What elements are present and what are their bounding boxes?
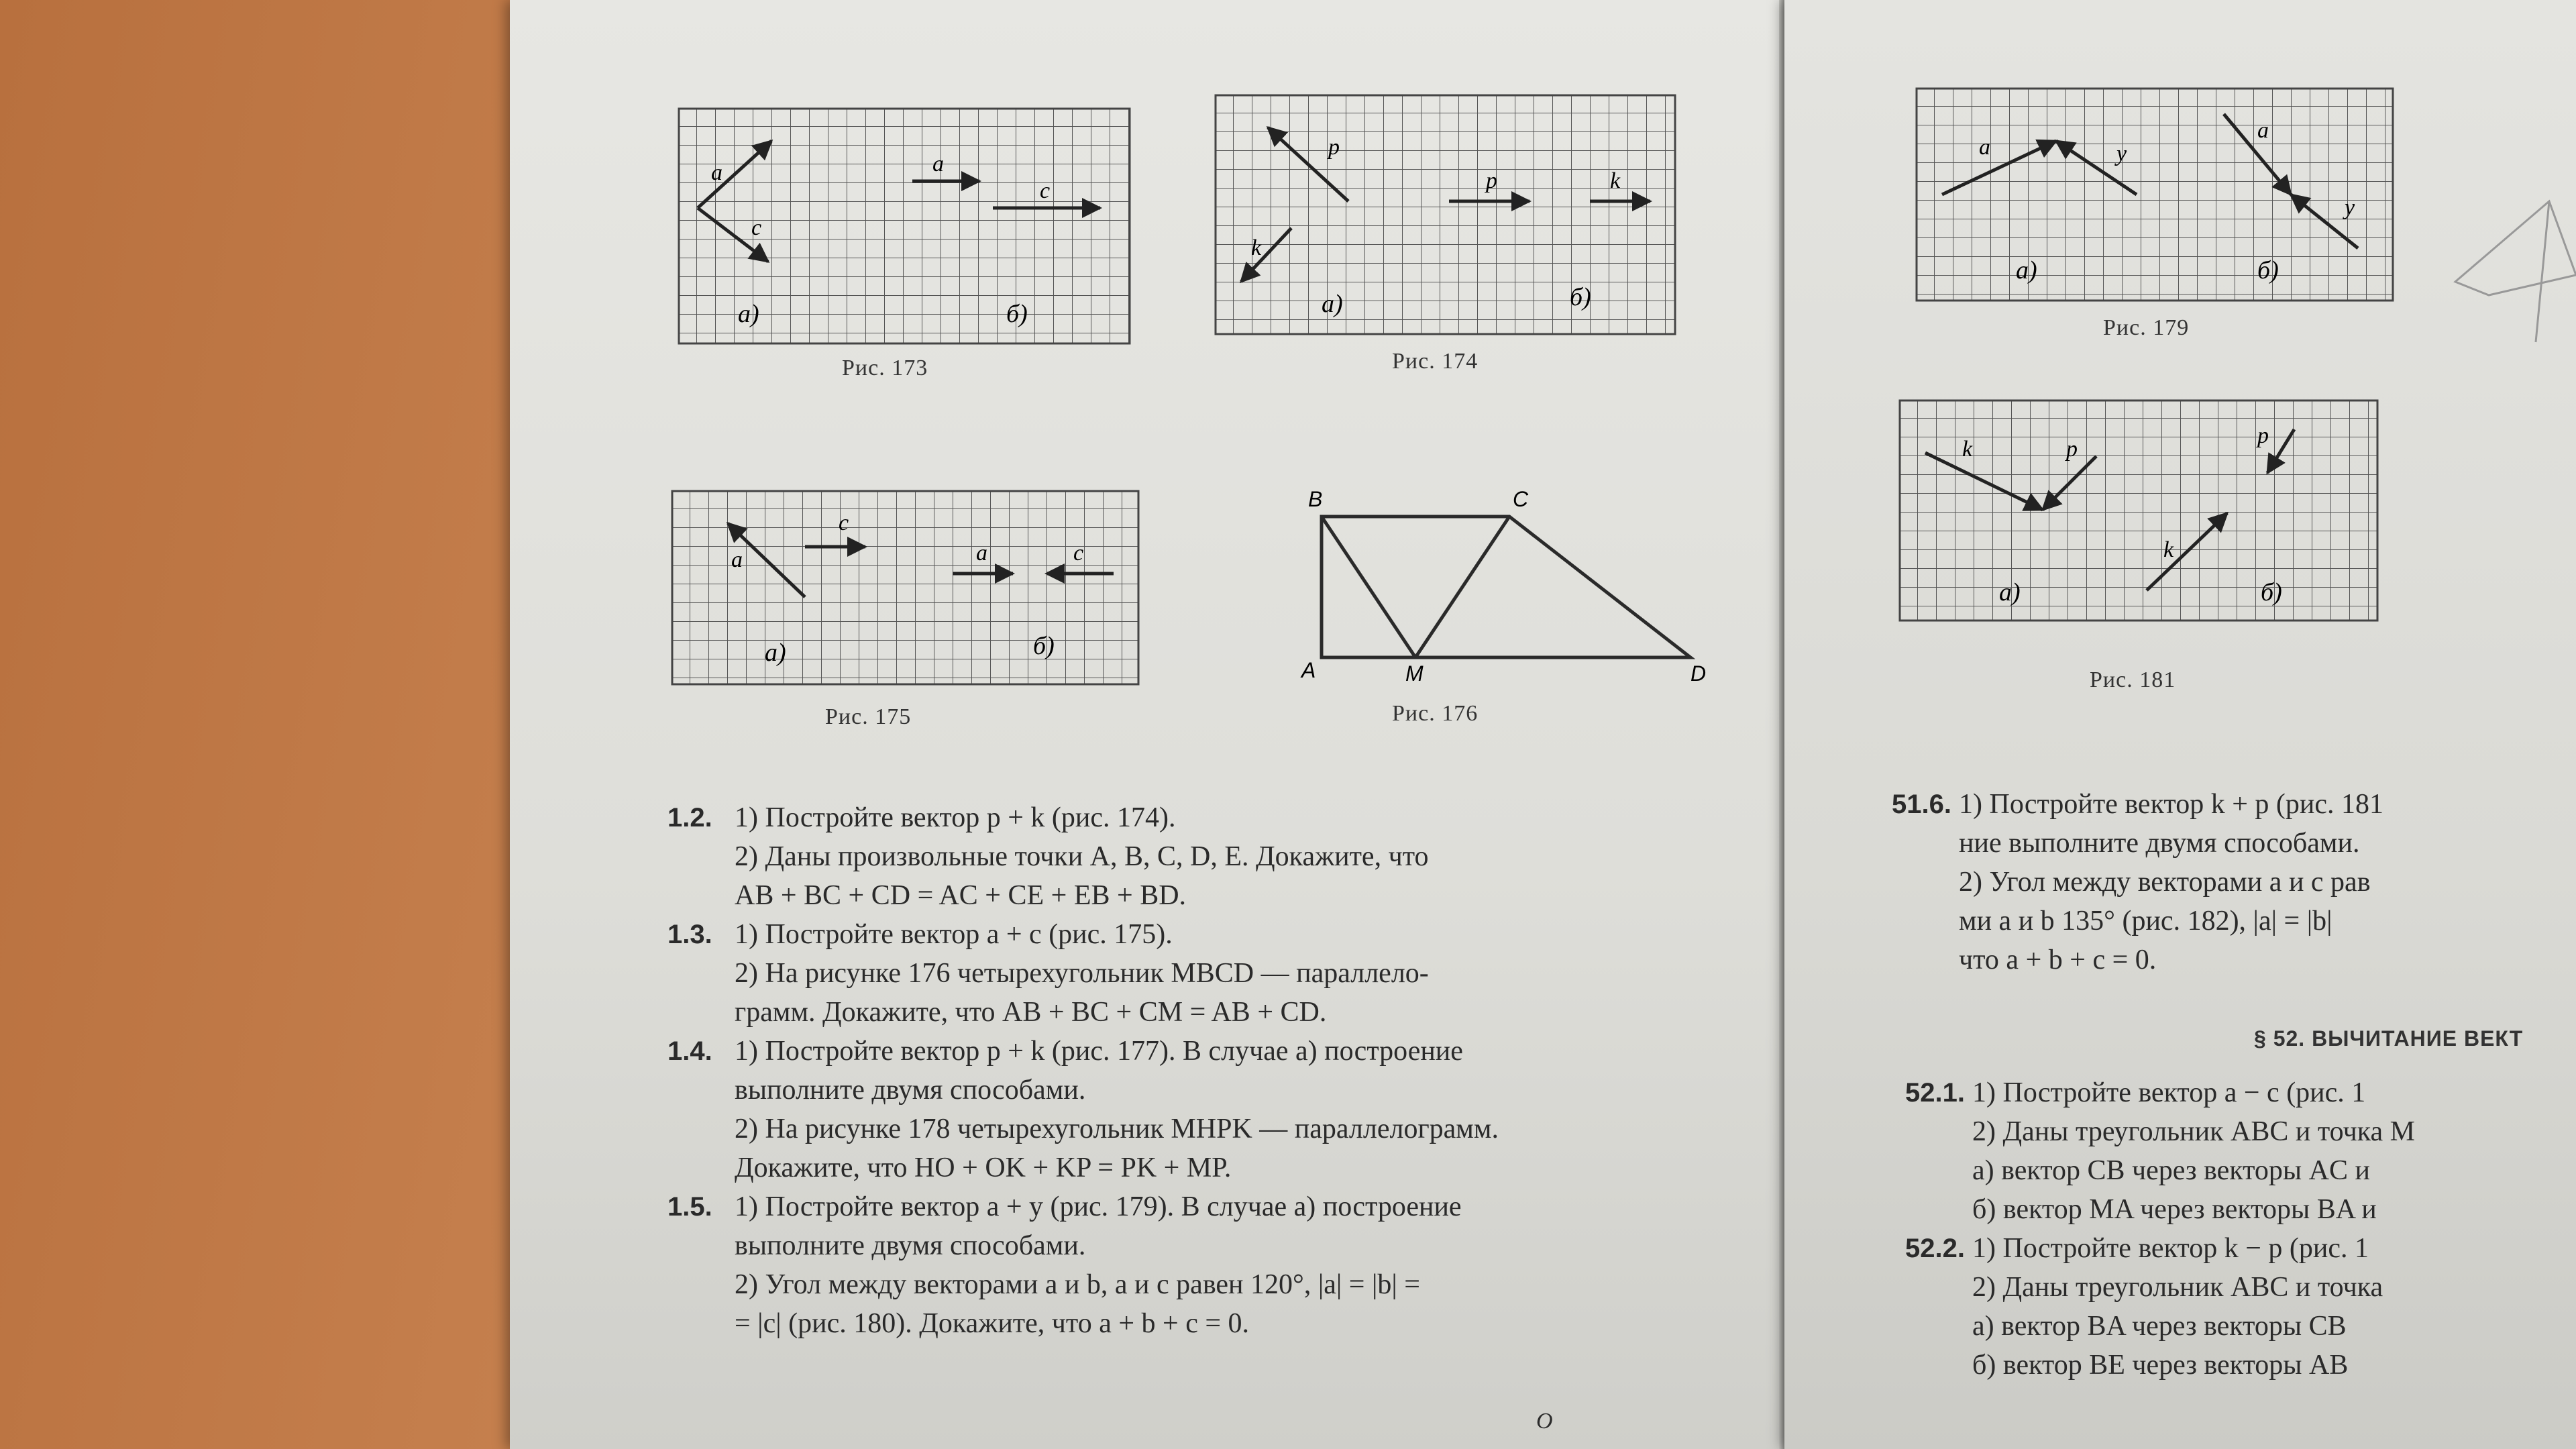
point-d: D: [1690, 661, 1707, 686]
exercise-line-text: б) вектор MA через векторы BA и: [1972, 1194, 2377, 1225]
text-line: [667, 798, 1774, 837]
vec-a-label: a: [1979, 135, 1990, 160]
exercise-line-text: 1) Постройте вектор k − p (рис. 1: [1972, 1233, 2369, 1264]
text-line: [1905, 1190, 2576, 1229]
vec-p-label: p: [2066, 437, 2078, 462]
left-page: [510, 0, 1784, 1449]
text-line: [667, 1110, 1774, 1148]
text-line: [667, 1304, 1774, 1343]
exercise-line-text: 1) Постройте вектор a − c (рис. 1: [1972, 1077, 2366, 1108]
text-line: [1905, 1151, 2576, 1190]
text-line: [1905, 1229, 2576, 1268]
text-line: [667, 876, 1774, 915]
text-line: [1892, 941, 2576, 979]
exercise-line-text: грамм. Докажите, что AB + BC + CM = AB + CD.: [735, 997, 1327, 1028]
text-line: [667, 1226, 1774, 1265]
exercise-line-text: выполните двумя способами.: [735, 1230, 1086, 1261]
section-heading: § 52. ВЫЧИТАНИЕ ВЕКТ: [2254, 1026, 2524, 1051]
vec-c2-label: c: [1040, 178, 1051, 203]
text-line: [667, 993, 1774, 1032]
exercise-line-text: 2) На рисунке 176 четырехугольник MBCD — параллело-: [735, 958, 1429, 989]
text-line: [667, 1071, 1774, 1110]
part-b-label: б): [1570, 283, 1591, 311]
exercise-number: 52.2.: [1905, 1234, 1965, 1263]
part-a-label: а): [1322, 290, 1343, 318]
vec-c-label: c: [751, 215, 762, 240]
exercise-line-text: ми a и b 135° (рис. 182), |a| = |b|: [1959, 906, 2332, 936]
vec-k-label: k: [1962, 437, 1973, 462]
figure-caption: Рис. 174: [1392, 349, 1479, 374]
point-a: A: [1301, 658, 1316, 682]
text-line: [1905, 1112, 2576, 1151]
exercise-line-text: 1) Постройте вектор p + k (рис. 177). В случае а) построение: [735, 1036, 1463, 1067]
text-line: [1905, 1268, 2576, 1307]
exercise-number: 52.1.: [1905, 1078, 1965, 1108]
exercise-text-52: [1905, 1073, 2576, 1385]
exercise-text-51: [1892, 785, 2576, 979]
figure-caption: Рис. 179: [2103, 315, 2190, 340]
vec-a2-label: a: [932, 152, 944, 176]
exercise-number: 1.2.: [667, 803, 712, 833]
figure-173: [678, 107, 1140, 380]
exercise-line-text: 2) Даны произвольные точки A, B, C, D, E. Докажите, что: [735, 841, 1429, 872]
part-b-label: б): [1006, 300, 1028, 328]
exercise-number: 51.6.: [1892, 790, 1951, 819]
text-line: [1892, 824, 2576, 863]
text-line: [667, 915, 1774, 954]
text-line: [667, 1032, 1774, 1071]
figure-caption: Рис. 173: [842, 356, 928, 380]
figure-caption: Рис. 176: [1392, 701, 1479, 726]
exercise-line-text: = |c| (рис. 180). Докажите, что a + b + c = 0.: [735, 1308, 1250, 1339]
exercise-line-text: 2) Угол между векторами a и b, a и c равен 120°, |a| = |b| =: [735, 1269, 1420, 1300]
text-line: [667, 954, 1774, 993]
exercise-line-text: 2) На рисунке 178 четырехугольник MHPK — параллелограмм.: [735, 1114, 1499, 1144]
figure-caption: Рис. 175: [825, 704, 912, 729]
part-b-label: б): [2257, 256, 2279, 284]
part-b-label: б): [2261, 578, 2282, 606]
exercise-number: 1.3.: [667, 920, 712, 949]
exercise-line-text: 1) Постройте вектор a + c (рис. 175).: [735, 919, 1173, 950]
point-m: M: [1405, 661, 1424, 686]
exercise-line-text: 1) Постройте вектор p + k (рис. 174).: [735, 802, 1176, 833]
vec-p2-label: p: [1486, 168, 1497, 193]
figure-176: [1295, 483, 1711, 726]
exercise-line-text: ние выполните двумя способами.: [1959, 828, 2360, 859]
exercise-line-text: 2) Даны треугольник ABC и точка M: [1972, 1116, 2415, 1147]
vec-c2-label: c: [1073, 541, 1084, 566]
point-b: B: [1308, 487, 1323, 511]
text-line: [667, 1148, 1774, 1187]
figure-181: [1898, 399, 2381, 692]
exercise-line-text: а) вектор CB через векторы AC и: [1972, 1155, 2370, 1186]
text-line: [1892, 863, 2576, 902]
vec-a-label: a: [711, 160, 722, 185]
figure-caption: Рис. 181: [2090, 667, 2176, 692]
vec-k-label: k: [1251, 235, 1262, 260]
vec-k2-label: k: [2163, 537, 2174, 562]
pencil-sketch: [2449, 174, 2576, 349]
exercise-line-text: AB + BC + CD = AC + CE + EB + BD.: [735, 880, 1187, 911]
vec-a-label: a: [731, 547, 743, 572]
figure-179: [1915, 87, 2398, 340]
text-line: [1892, 785, 2576, 824]
exercise-text-left: [667, 798, 1774, 1343]
text-line: [667, 1187, 1774, 1226]
figure-174: [1214, 94, 1684, 374]
text-line: [1892, 902, 2576, 941]
part-a-label: а): [2016, 256, 2037, 284]
exercise-line-text: 1) Постройте вектор k + p (рис. 181: [1959, 789, 2384, 820]
vec-y2-label: y: [2345, 195, 2355, 220]
page-mark: O: [1536, 1409, 1553, 1434]
vec-a2-label: a: [976, 541, 987, 566]
vec-k2-label: k: [1610, 168, 1621, 193]
text-line: [1905, 1346, 2576, 1385]
vec-y-label: y: [2116, 142, 2127, 166]
exercise-line-text: 2) Даны треугольник ABC и точка: [1972, 1272, 2383, 1303]
figure-175: [671, 490, 1147, 729]
text-line: [1905, 1073, 2576, 1112]
vec-p-label: p: [1328, 135, 1340, 160]
exercise-line-text: что a + b + c = 0.: [1959, 945, 2157, 975]
exercise-line-text: б) вектор BE через векторы AB: [1972, 1350, 2349, 1381]
exercise-line-text: а) вектор BA через векторы CB: [1972, 1311, 2347, 1342]
exercise-number: 1.5.: [667, 1192, 712, 1222]
part-a-label: а): [1999, 578, 2021, 606]
part-b-label: б): [1033, 632, 1055, 660]
text-line: [667, 1265, 1774, 1304]
part-a-label: а): [765, 639, 786, 667]
text-line: [1905, 1307, 2576, 1346]
text-line: [667, 837, 1774, 876]
vec-a2-label: a: [2257, 118, 2269, 143]
vec-p2-label: p: [2257, 423, 2269, 448]
part-a-label: а): [738, 300, 759, 328]
exercise-line-text: 1) Постройте вектор a + y (рис. 179). В случае а) построение: [735, 1191, 1462, 1222]
point-c: C: [1513, 487, 1529, 511]
exercise-line-text: Докажите, что HO + OK + KP = PK + MP.: [735, 1152, 1232, 1183]
right-page: [1784, 0, 2576, 1449]
exercise-line-text: 2) Угол между векторами a и c рав: [1959, 867, 2371, 898]
exercise-number: 1.4.: [667, 1036, 712, 1066]
exercise-line-text: выполните двумя способами.: [735, 1075, 1086, 1106]
vec-c-label: c: [839, 511, 849, 535]
